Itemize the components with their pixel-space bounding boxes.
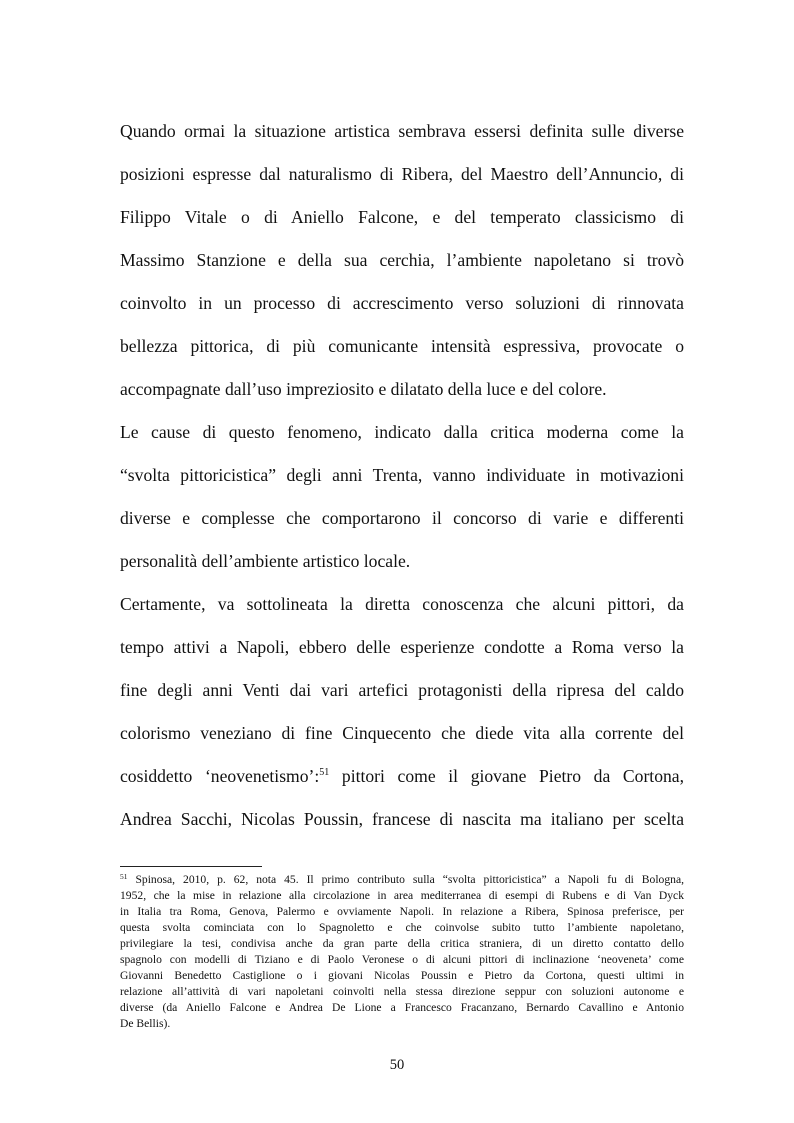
footnote xyxy=(120,872,684,1032)
body-line: Massimo Stanzione e della sua cerchia, l’ambiente napoletano si trovò xyxy=(120,250,684,270)
body-line: Filippo Vitale o di Aniello Falcone, e del temperato classicismo di xyxy=(120,207,684,227)
footnote-line: questa svolta cominciata con lo Spagnoletto e che coinvolse subito tutto l’ambiente napoletano, xyxy=(120,921,684,934)
body-line: “svolta pittoricistica” degli anni Trenta, vanno individuate in motivazioni xyxy=(120,465,684,485)
body-line: coinvolto in un processo di accrescimento verso soluzioni di rinnovata xyxy=(120,293,684,313)
body-line: diverse e complesse che comportarono il concorso di varie e differenti xyxy=(120,508,684,528)
body-line-with-footnote-ref xyxy=(120,761,684,804)
body-line: posizioni espresse dal naturalismo di Ribera, del Maestro dell’Annuncio, di xyxy=(120,164,684,184)
page-number: 50 xyxy=(389,1057,405,1073)
footnote-line: Giovanni Benedetto Castiglione o i giovani Nicolas Poussin e Pietro da Cortona, questi ultimi in xyxy=(120,969,684,982)
body-line: Andrea Sacchi, Nicolas Poussin, francese di nascita ma italiano per scelta xyxy=(120,809,684,829)
body-line: fine degli anni Venti dai vari artefici protagonisti della ripresa del caldo xyxy=(120,680,684,700)
footnote-line xyxy=(120,872,684,888)
body-line: Certamente, va sottolineata la diretta conoscenza che alcuni pittori, da xyxy=(120,594,684,614)
footnote-line: spagnolo con modelli di Tiziano e di Paolo Veronese o di alcuni pittori di inclinazione ‘neoveneta’ come xyxy=(120,953,684,966)
footnote-line: 1952, che la mise in relazione alla circolazione in area mediterranea di esempi di Rubens e di Van Dyck xyxy=(120,889,684,902)
body-line: bellezza pittorica, di più comunicante intensità espressiva, provocate o xyxy=(120,336,684,356)
footnote-line: relazione all’attività di vari napoletani coinvolti nella stessa direzione seppur con soluzioni autonome e xyxy=(120,985,684,998)
footnote-line: De Bellis). xyxy=(120,1017,171,1030)
footnote-reference[interactable]: 51 xyxy=(319,767,330,778)
body-line: personalità dell’ambiente artistico locale. xyxy=(120,551,411,571)
footnote-line: diverse (da Aniello Falcone e Andrea De Lione a Francesco Fracanzano, Bernardo Cavallino e Antonio xyxy=(120,1001,684,1014)
body-line-part: cosiddetto ‘neovenetismo’: xyxy=(120,766,320,786)
body-line: Quando ormai la situazione artistica sembrava essersi definita sulle diverse xyxy=(120,121,684,141)
body-line: tempo attivi a Napoli, ebbero delle esperienze condotte a Roma verso la xyxy=(120,637,684,657)
footnote-separator xyxy=(120,866,262,867)
footnote-line: privilegiare la tesi, condivisa anche da gran parte della critica straniera, di un diretto contatto dello xyxy=(120,937,684,950)
footnote-number: 51 xyxy=(120,872,128,881)
body-line: Le cause di questo fenomeno, indicato dalla critica moderna come la xyxy=(120,422,684,442)
body-text xyxy=(120,116,684,847)
body-line-part: pittori come il giovane Pietro da Cortona, xyxy=(341,766,684,786)
body-line: colorismo veneziano di fine Cinquecento che diede vita alla corrente del xyxy=(120,723,684,743)
footnote-line: in Italia tra Roma, Genova, Palermo e ovviamente Napoli. In relazione a Ribera, Spinosa preferisce, per xyxy=(120,905,684,918)
footnote-line-text: Spinosa, 2010, p. 62, nota 45. Il primo contributo sulla “svolta pittoricistica” a Napoli fu di Bologna, xyxy=(135,873,684,886)
body-line: accompagnate dall’uso impreziosito e dilatato della luce e del colore. xyxy=(120,379,607,399)
